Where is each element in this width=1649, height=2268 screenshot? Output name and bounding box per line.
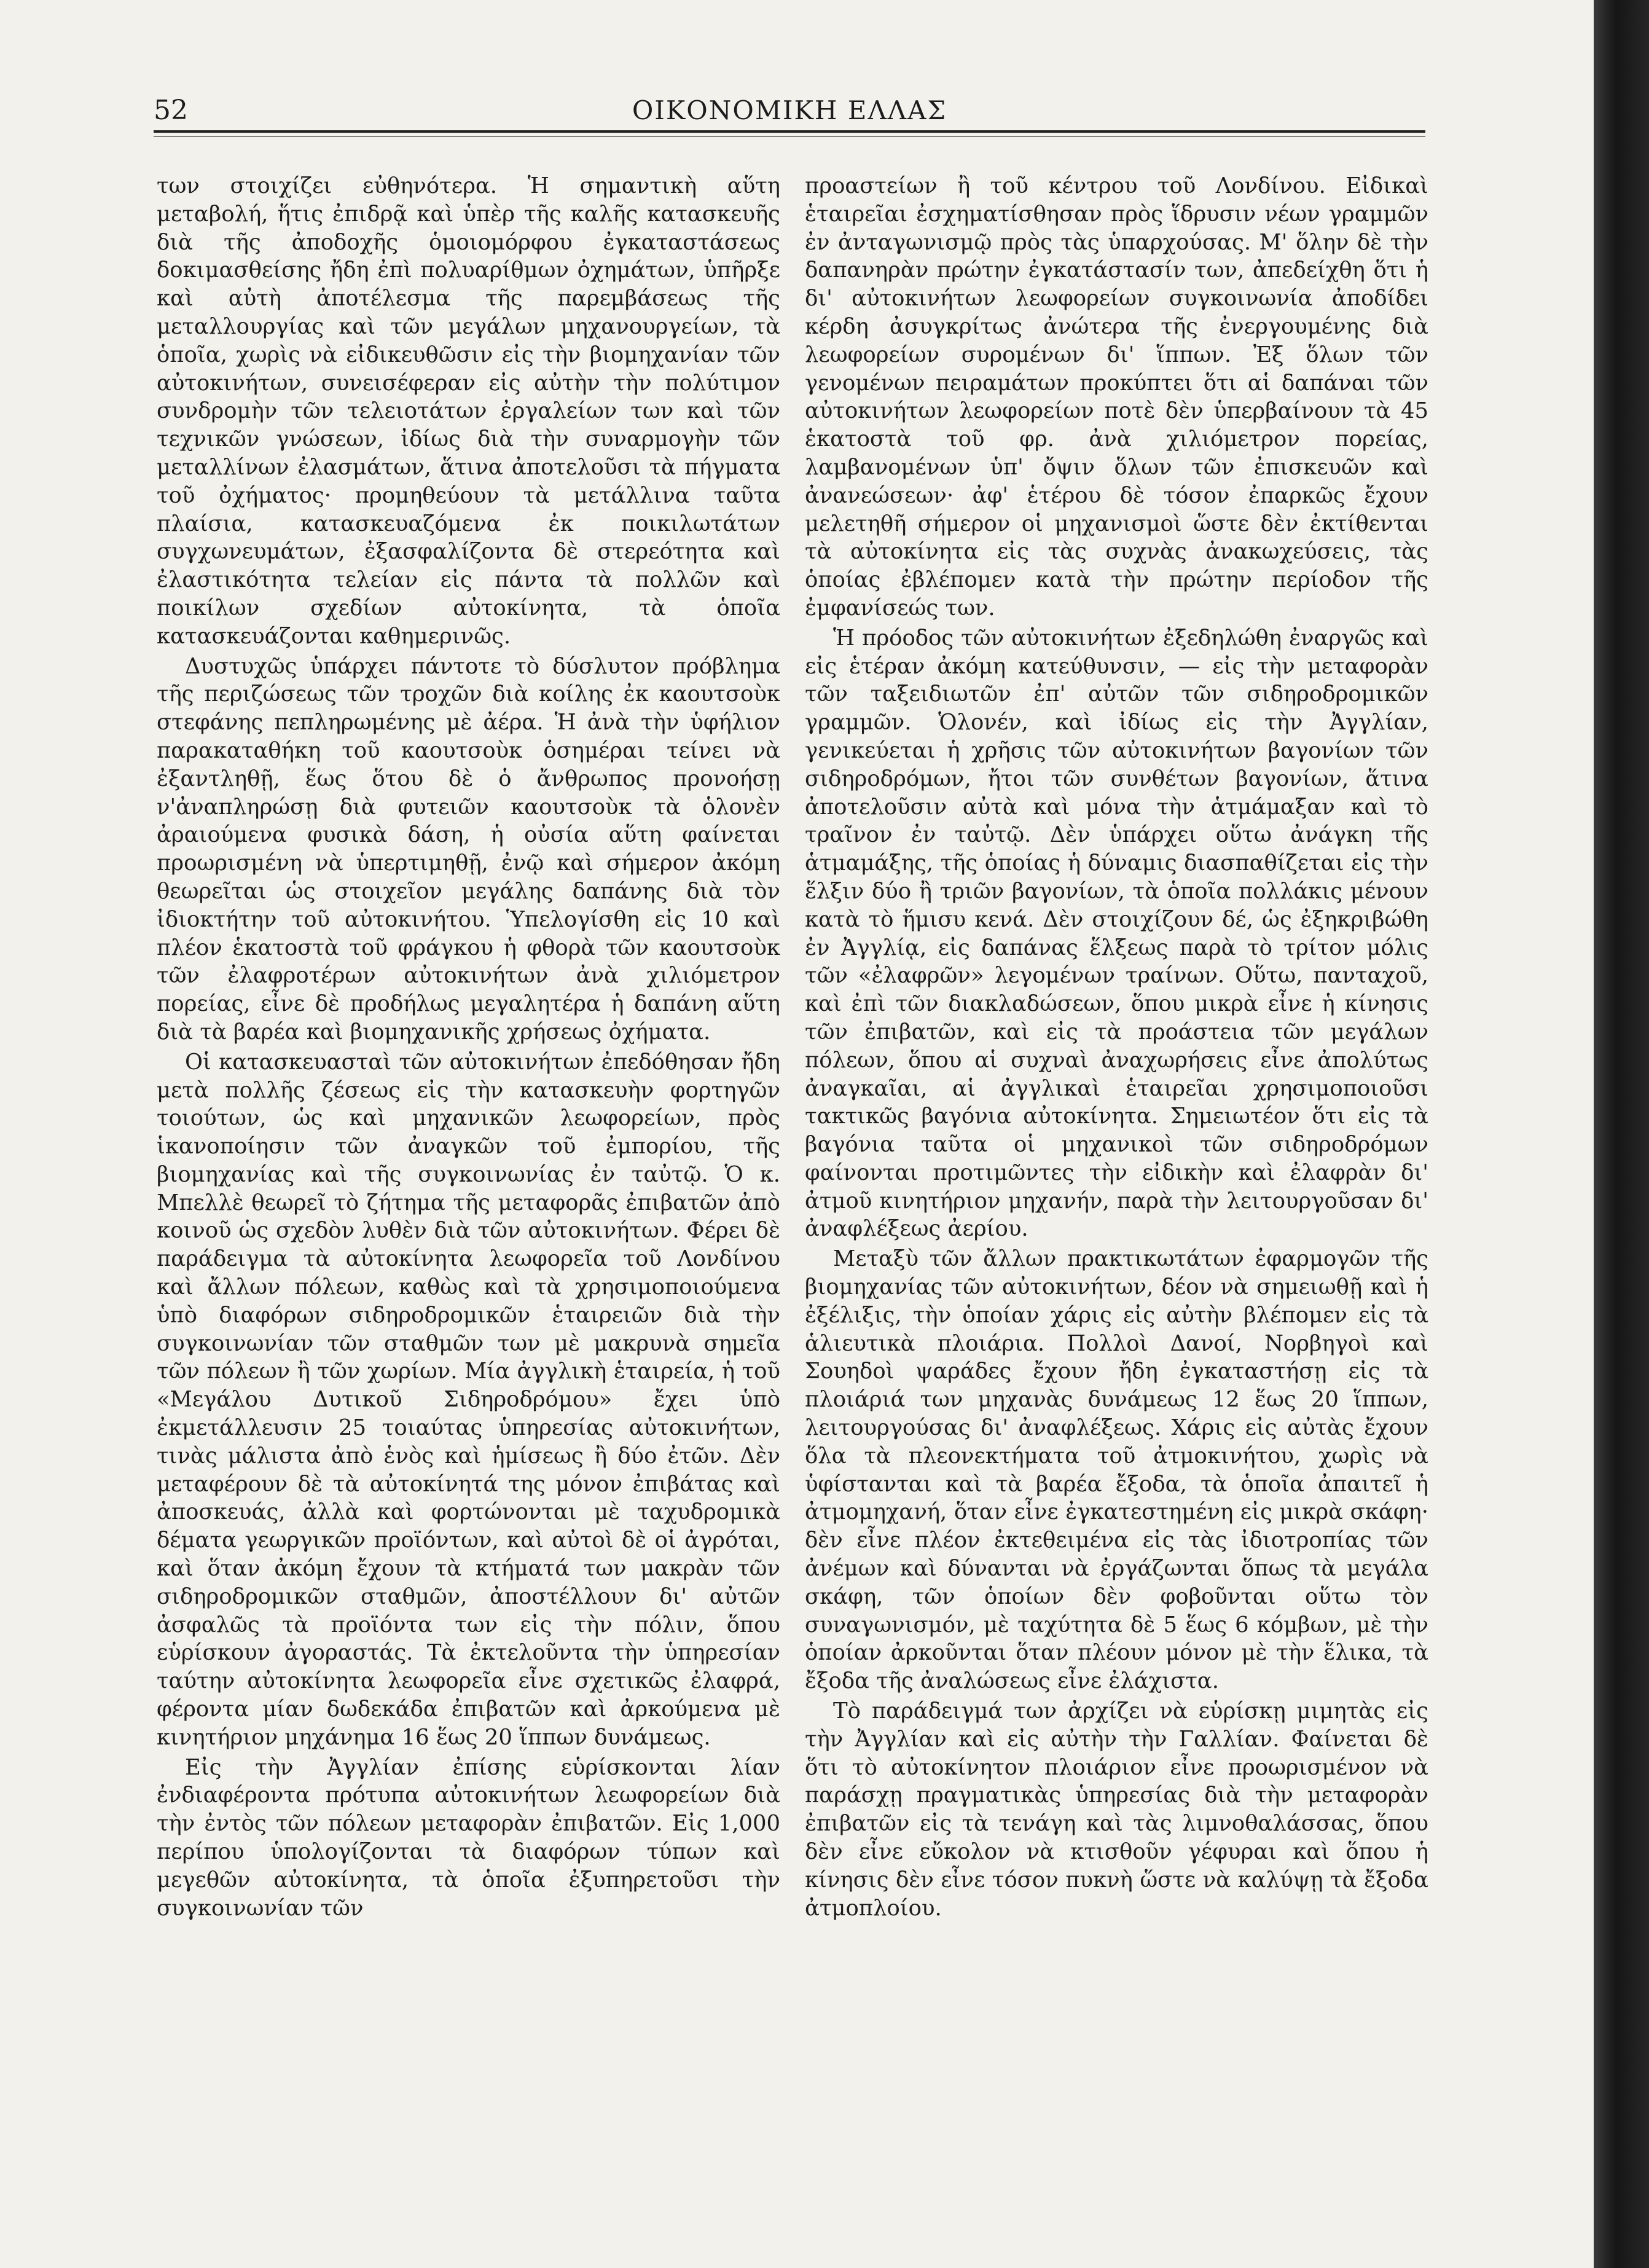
running-title: ΟΙΚΟΝΟΜΙΚΗ ΕΛΛΑΣ — [632, 95, 947, 125]
page-number: 52 — [154, 95, 188, 126]
paragraph: προαστείων ἢ τοῦ κέντρου τοῦ Λονδίνου. Εἰδικαὶ ἑταιρεῖαι ἐσχηματίσθησαν πρὸς ἵδρυσιν νέων γραμμῶν ἐν ἀνταγωνισμῷ πρὸς τὰς ὑπαρχούσας. Μ' ὅλην δὲ τὴν δαπανηρὰν πρώτην ἐγκατάστασίν των, ἀπεδείχθη ὅτι ἡ δι' αὐτοκινήτων λεωφορείων συγκοινωνία ἀποδίδει κέρδη ἀσυγκρίτως ἀνώτερα τῆς ἐνεργουμένης διὰ λεωφορείων συρομένων δι' ἵππων. Ἐξ ὅλων τῶν γενομένων πειραμάτων προκύπτει ὅτι αἱ δαπάναι τῶν αὐτοκινήτων λεωφορείων ποτὲ δὲν ὑπερβαίνουν τὰ 45 ἑκατοστὰ τοῦ φρ. ἀνὰ χιλιόμετρον πορείας, λαμβανομένων ὑπ' ὄψιν ὅλων τῶν ἐπισκευῶν καὶ ἀνανεώσεων· ἀφ' ἑτέρου δὲ τόσον ἐπαρκῶς ἔχουν μελετηθῆ σήμερον οἱ μηχανισμοὶ ὥστε δὲν ἐκτίθενται τὰ αὐτοκίνητα εἰς τὰς συχνὰς ἀνακωχεύσεις, τὰς ὁποίας ἐβλέπομεν κατὰ τὴν πρώτην περίοδον τῆς ἐμφανίσεώς των. — [805, 173, 1428, 621]
paragraph: Δυστυχῶς ὑπάρχει πάντοτε τὸ δύσλυτον πρόβλημα τῆς περιζώσεως τῶν τροχῶν διὰ κοίλης ἐκ καουτσοὺκ στεφάνης πεπληρωμένης μὲ ἀέρα. Ἡ ἀνὰ τὴν ὑφήλιον παρακαταθήκη τοῦ καουτσοὺκ ὁσημέραι τείνει νὰ ἐξαντληθῇ, ἕως ὅτου δὲ ὁ ἄνθρωπος προνοήσῃ ν'ἀναπληρώσῃ διὰ φυτειῶν καουτσοὺκ τὰ ὁλονὲν ἀραιούμενα φυσικὰ δάση, ἡ οὐσία αὕτη φαίνεται προωρισμένη νὰ ὑπερτιμηθῇ, ἐνῷ καὶ σήμερον ἀκόμη θεωρεῖται ὡς στοιχεῖον μεγάλης δαπάνης διὰ τὸν ἰδιοκτήτην τοῦ αὐτοκινήτου. Ὑπελογίσθη εἰς 10 καὶ πλέον ἑκατοστὰ τοῦ φράγκου ἡ φθορὰ τῶν καουτσοὺκ τῶν ἐλαφροτέρων αὐτοκινήτων ἀνὰ χιλιόμετρον πορείας, εἶνε δὲ προδήλως μεγαλητέρα ἡ δαπάνη αὕτη διὰ τὰ βαρέα καὶ βιομηχανικῆς χρήσεως ὀχήματα. — [157, 653, 780, 1045]
paragraph: Μεταξὺ τῶν ἄλλων πρακτικωτάτων ἐφαρμογῶν τῆς βιομηχανίας τῶν αὐτοκινήτων, δέον νὰ σημειωθῇ καὶ ἡ ἐξέλιξις, τὴν ὁποίαν χάρις εἰς αὐτὴν βλέπομεν εἰς τὰ ἁλιευτικὰ πλοιάρια. Πολλοὶ Δανοί, Νορβηγοὶ καὶ Σουηδοὶ ψαράδες ἔχουν ἤδη ἐγκαταστήσῃ εἰς τὰ πλοιάριά των μηχανὰς δυνάμεως 12 ἕως 20 ἵππων, λειτουργούσας δι' ἀναφλέξεως. Χάρις εἰς αὐτὰς ἔχουν ὅλα τὰ πλεονεκτήματα τοῦ ἀτμοκινήτου, χωρὶς νὰ ὑφίστανται καὶ τὰ βαρέα ἔξοδα, τὰ ὁποῖα ἀπαιτεῖ ἡ ἀτμομηχανή, ὅταν εἶνε ἐγκατεστημένη εἰς μικρὰ σκάφη· δὲν εἶνε πλέον ἐκτεθειμένα εἰς τὰς ἰδιοτροπίας τῶν ἀνέμων καὶ δύνανται νὰ ἐργάζωνται ὅπως τὰ μεγάλα σκάφη, τῶν ὁποίων δὲν φοβοῦνται οὕτω τὸν συναγωνισμόν, μὲ ταχύτητα δὲ 5 ἕως 6 κόμβων, μὲ τὴν ὁποίαν ἀρκοῦνται ὅταν πλέουν μόνον μὲ τὴν ἕλικα, τὰ ἔξοδα τῆς ἀναλώσεως εἶνε ἐλάχιστα. — [805, 1246, 1428, 1694]
paragraph: Εἰς τὴν Ἀγγλίαν ἐπίσης εὑρίσκονται λίαν ἐνδιαφέροντα πρότυπα αὐτοκινήτων λεωφορείων διὰ τὴν ἐντὸς τῶν πόλεων μεταφορὰν ἐπιβατῶν. Εἰς 1,000 περίπου ὑπολογίζονται τὰ διαφόρων τύπων καὶ μεγεθῶν αὐτοκίνητα, τὰ ὁποῖα ἐξυπηρετοῦσι τὴν συγκοινωνίαν τῶν — [157, 1754, 780, 1921]
right-column — [805, 172, 1428, 2212]
left-column — [157, 172, 780, 2212]
header-rule — [154, 130, 1425, 133]
header-rule-thin — [154, 136, 1425, 137]
paragraph: των στοιχίζει εὐθηνότερα. Ἡ σημαντικὴ αὕτη μεταβολή, ἥτις ἐπιδρᾷ καὶ ὑπὲρ τῆς καλῆς κατασκευῆς διὰ τῆς ἀποδοχῆς ὁμοιομόρφου ἐγκαταστάσεως δοκιμασθείσης ἤδη ἐπὶ πολυαρίθμων ὀχημάτων, ὑπῆρξε καὶ αὐτὴ ἀποτέλεσμα τῆς παρεμβάσεως τῆς μεταλλουργίας καὶ τῶν μεγάλων μηχανουργείων, τὰ ὁποῖα, χωρὶς νὰ εἰδικευθῶσιν εἰς τὴν βιομηχανίαν τῶν αὐτοκινήτων, συνεισέφεραν εἰς αὐτὴν τὴν πολύτιμον συνδρομὴν τῶν τελειοτάτων ἐργαλείων των καὶ τῶν τεχνικῶν γνώσεων, ἰδίως διὰ τὴν συναρμογὴν τῶν μεταλλίνων ἐλασμάτων, ἅτινα ἀποτελοῦσι τὰ πήγματα τοῦ ὀχήματος· προμηθεύουν τὰ μετάλλινα ταῦτα πλαίσια, κατασκευαζόμενα ἐκ ποικιλωτάτων συγχωνευμάτων, ἐξασφαλίζοντα δὲ στερεότητα καὶ ἐλαστικότητα τελείαν εἰς πάντα τὰ πολλῶν καὶ ποικίλων σχεδίων αὐτοκίνητα, τὰ ὁποῖα κατασκευάζονται καθημερινῶς. — [157, 173, 780, 649]
paragraph: Οἱ κατασκευασταὶ τῶν αὐτοκινήτων ἐπεδόθησαν ἤδη μετὰ πολλῆς ζέσεως εἰς τὴν κατασκευὴν φορτηγῶν τοιούτων, ὡς καὶ μηχανικῶν λεωφορείων, πρὸς ἱκανοποίησιν τῶν ἀναγκῶν τοῦ ἐμπορίου, τῆς βιομηχανίας καὶ τῆς συγκοινωνίας ἐν ταὐτῷ. Ὁ κ. Μπελλὲ θεωρεῖ τὸ ζήτημα τῆς μεταφορᾶς ἐπιβατῶν ἀπὸ κοινοῦ ὡς σχεδὸν λυθὲν διὰ τῶν αὐτοκινήτων. Φέρει δὲ παράδειγμα τὰ αὐτοκίνητα λεωφορεῖα τοῦ Λονδίνου καὶ ἄλλων πόλεων, καθὼς καὶ τὰ χρησιμοποιούμενα ὑπὸ διαφόρων σιδηροδρομικῶν ἑταιρειῶν διὰ τὴν συγκοινωνίαν τῶν σταθμῶν των μὲ μακρυνὰ σημεῖα τῶν πόλεων ἢ τῶν χωρίων. Μία ἀγγλικὴ ἑταιρεία, ἡ τοῦ «Μεγάλου Δυτικοῦ Σιδηροδρόμου» ἔχει ὑπὸ ἐκμετάλλευσιν 25 τοιαύτας ὑπηρεσίας αὐτοκινήτων, τινὰς μάλιστα ἀπὸ ἑνὸς καὶ ἡμίσεως ἢ δύο ἐτῶν. Δὲν μεταφέρουν δὲ τὰ αὐτοκίνητά της μόνον ἐπιβάτας καὶ ἀποσκευάς, ἀλλὰ καὶ φορτώνονται μὲ ταχυδρομικὰ δέματα γεωργικῶν προϊόντων, καὶ αὐτοὶ δὲ οἱ ἀγρόται, καὶ ὅταν ἀκόμη ἔχουν τὰ κτήματά των μακρὰν τῶν σιδηροδρομικῶν σταθμῶν, ἀποστέλλουν δι' αὐτῶν ἀσφαλῶς τὰ προϊόντα των εἰς τὴν πόλιν, ὅπου εὑρίσκουν ἀγοραστάς. Τὰ ἐκτελοῦντα τὴν ὑπηρεσίαν ταύτην αὐτοκίνητα λεωφορεῖα εἶνε σχετικῶς ἐλαφρά, φέροντα μίαν δωδεκάδα ἐπιβατῶν καὶ ἀρκούμενα μὲ κινητήριον μηχάνημα 16 ἕως 20 ἵππων δυνάμεως. — [157, 1049, 780, 1750]
paragraph: Τὸ παράδειγμά των ἀρχίζει νὰ εὑρίσκῃ μιμητὰς εἰς τὴν Ἀγγλίαν καὶ εἰς αὐτὴν τὴν Γαλλίαν. Φαίνεται δὲ ὅτι τὸ αὐτοκίνητον πλοιάριον εἶνε προωρισμένον νὰ παράσχῃ πραγματικὰς ὑπηρεσίας διὰ τὴν μεταφορὰν ἐπιβατῶν εἰς τὰ τενάγη καὶ τὰς λιμνοθαλάσσας, ὅπου δὲν εἶνε εὔκολον νὰ κτισθοῦν γέφυραι καὶ ὅπου ἡ κίνησις δὲν εἶνε τόσον πυκνὴ ὥστε νὰ καλύψῃ τὰ ἔξοδα ἀτμοπλοίου. — [805, 1698, 1428, 1921]
paragraph: Ἡ πρόοδος τῶν αὐτοκινήτων ἐξεδηλώθη ἐναργῶς καὶ εἰς ἑτέραν ἀκόμη κατεύθυνσιν, — εἰς τὴν μεταφορὰν τῶν ταξειδιωτῶν ἐπ' αὐτῶν τῶν σιδηροδρομικῶν γραμμῶν. Ὁλονέν, καὶ ἰδίως εἰς τὴν Ἀγγλίαν, γενικεύεται ἡ χρῆσις τῶν αὐτοκινήτων βαγονίων τῶν σιδηροδρόμων, ἤτοι τῶν συνθέτων βαγονίων, ἅτινα ἀποτελοῦσιν αὐτὰ καὶ μόνα τὴν ἁτμάμαξαν καὶ τὸ τραῖνον ἐν ταὐτῷ. Δὲν ὑπάρχει οὕτω ἀνάγκη τῆς ἁτμαμάξης, τῆς ὁποίας ἡ δύναμις διασπαθίζεται εἰς τὴν ἕλξιν δύο ἢ τριῶν βαγονίων, τὰ ὁποῖα πολλάκις μένουν κατὰ τὸ ἥμισυ κενά. Δὲν στοιχίζουν δέ, ὡς ἐξηκριβώθη ἐν Ἀγγλίᾳ, εἰς δαπάνας ἕλξεως παρὰ τὸ τρίτον μόλις τῶν «ἐλαφρῶν» λεγομένων τραίνων. Οὕτω, πανταχοῦ, καὶ ἐπὶ τῶν διακλαδώσεων, ὅπου μικρὰ εἶνε ἡ κίνησις τῶν ἐπιβατῶν, καὶ εἰς τὰ προάστεια τῶν μεγάλων πόλεων, ὅπου αἱ συχναὶ ἀναχωρήσεις εἶνε ἀπολύτως ἀναγκαῖαι, αἱ ἀγγλικαὶ ἑταιρεῖαι χρησιμοποιοῦσι τακτικῶς βαγόνια αὐτοκίνητα. Σημειωτέον ὅτι εἰς τὰ βαγόνια ταῦτα οἱ μηχανικοὶ τῶν σιδηροδρόμων φαίνονται προτιμῶντες τὴν εἰδικὴν καὶ ἐλαφρὰν δι' ἀτμοῦ κινητήριον μηχανήν, παρὰ τὴν λειτουργοῦσαν δι' ἀναφλέξεως ἀερίου. — [805, 625, 1428, 1242]
scan-edge — [1594, 0, 1649, 2268]
page-header — [154, 92, 1425, 129]
